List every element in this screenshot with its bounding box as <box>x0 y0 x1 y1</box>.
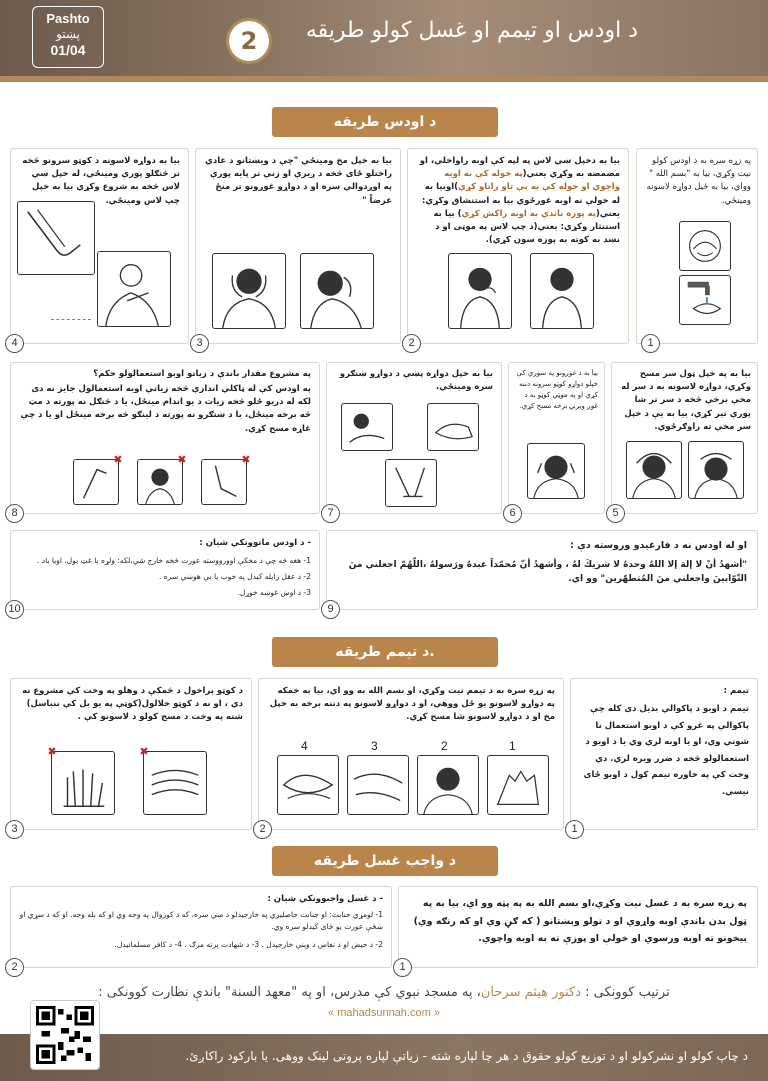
wudu-card-5 <box>611 362 758 519</box>
wudu-card-8-text: په اودس کې له ټاکلي اندازې څخه زیاتې اوبه استعمالول جایز نه دی لکه له دريو ځلو څخه زیات د یو اندام مینځل، یا د څنګل نه پورته د مټ څه برخه مینځل، یا د ښنګرو نه پورته د لینګو څه برخه مینځل او یا د چې غاړه مسح کړي. <box>20 384 311 434</box>
wudu-card-2 <box>407 148 629 349</box>
tayammum-label-2: 2 <box>441 739 448 753</box>
forbidden-x-icon: ✖ <box>113 453 123 466</box>
arm-overwash-illustration <box>73 459 119 505</box>
tayammum-hands-back-illustration <box>277 755 339 815</box>
wudu-card-7 <box>326 362 502 519</box>
step-number: 1 <box>565 820 584 839</box>
ghusl-card-2-title: - د غسل واجبوونکي شيان : <box>267 894 383 904</box>
forbidden-x-icon: ✖ <box>241 453 251 466</box>
forbidden-x-icon: ✖ <box>177 453 187 466</box>
arm-wash-illustration <box>17 201 95 275</box>
language-native: پښتو <box>56 27 80 41</box>
step-number: 3 <box>5 820 24 839</box>
wudu-card-4 <box>10 148 189 349</box>
wudu-card-6 <box>508 362 605 519</box>
footer-bar <box>0 1034 768 1081</box>
tayammum-face-wipe-illustration <box>417 755 479 815</box>
step-number: 2 <box>5 958 24 977</box>
page-title: د اودس او تیمم او غسل کولو طریقه <box>305 18 638 43</box>
wudu-card-10-title: - د اودس ماتوونکي شيان : <box>199 538 311 548</box>
author-credit <box>0 985 768 1000</box>
wudu-card-9-title: او له اودس نه د فارغیدو وروسته دې : <box>570 540 747 551</box>
credit-rest: ، په مسجد نبوي کې مدرس، او په "معهد السنة" باندې نظارت کوونکی : <box>98 985 481 1000</box>
forbidden-x-icon: ✖ <box>139 745 149 758</box>
step-number: 10 <box>5 600 24 619</box>
head-wipe-illustration <box>626 441 682 499</box>
tayammum-card-2 <box>258 678 564 835</box>
step-number: 7 <box>321 504 340 523</box>
arm-wash-person-illustration <box>97 251 171 327</box>
step-number: 4 <box>5 334 24 353</box>
wudu-card-3-text: بیا به خپل مخ ومینځي "چې د ویښتانو د عادي راختلو ځای څخه د ږيرې او زنې تر پايه پورې په اوږدوالي سره او د دواړو غوږونو تر منځ عرضاً " <box>205 156 392 206</box>
footer-rights-text: د چاپ کولو او نشرکولو او د توزیع کولو حقوق د هر چا لپاره شته - زیاتې لپاره پروتی لینک ووهی. یا بارکود راکاږئ. <box>185 1049 748 1063</box>
wudu-card-10-item-3: 3- د اوښ غوښه خوړل. <box>237 588 311 597</box>
section-title-wudu: د اودس طریقه <box>272 107 498 137</box>
ghusl-card-1-text: په زړه سره به د غسل نیت وکړي،او بسم الله به په پټه وو اي، بیا به په ټول بدن باندې اوبه واړوي او د تولو وېښتانو ( که ګڼ وي او که رنګه وي) بیخونو ته اوبه ورسوي او خولې او پوزې ته به اوبه واچوي. <box>413 898 747 945</box>
nose-rinse-illustration <box>448 253 512 329</box>
step-number: 1 <box>641 334 660 353</box>
step-number: 5 <box>606 504 625 523</box>
wudu-card-9 <box>326 530 758 615</box>
step-number: 1 <box>393 958 412 977</box>
face-wash-illustration <box>212 253 286 329</box>
tayammum-card-1-title: تیمم : <box>723 686 749 696</box>
header-banner <box>0 0 768 82</box>
section-title-tayammum: د تیمم طریقه. <box>272 637 498 667</box>
tayammum-label-4: 4 <box>301 739 308 753</box>
wudu-card-5-text: بیا به په خپل ټول سر مسح وکړي، دواړه لاسونه به د سر له مخې برخې څخه د سر تر شا پورې تیر کړي، بیا به يې د خپل سر مخې ته راوګرځوي. <box>621 369 751 432</box>
neck-wipe-illustration <box>137 459 183 505</box>
leg-overwash-illustration <box>201 459 247 505</box>
step-number: 2 <box>253 820 272 839</box>
tayammum-card-1-text: تیمم د اوبو د پاکوالي بدیل دی کله چې پاکوالې په غرو کې د اوبو استعمال نا شوني وي، او یا اوبه لري وي یا د اوبو د استعمالولو څخه د ضرر ویره لري. دي وخت کې په خاوره تیمم کول د اوبو ځای نیسي. <box>583 704 749 797</box>
foot-wash-illustration-2 <box>427 403 479 451</box>
spread-fingers-illustration <box>51 751 115 815</box>
credit-name: دکتور هیثم سرحان <box>480 985 581 1000</box>
tayammum-card-2-text: په زړه سره به د تیمم نیت وکړي، او بسم الله به وو اي، بیا به خمکه په دواړو لاسونو یو ځل ووهي، او د دواړو لاسونو په دننه برخه به خپل مخ او د دواړو لاسونو شا مسح کړي. <box>269 686 555 723</box>
tayammum-strike-ground-illustration <box>487 755 549 815</box>
tayammum-label-1: 1 <box>509 739 516 753</box>
tayammum-card-3-text: د کوټو پراخول د څمکې د وهلو په وخت کې مشروع نه دي ، او نه د کوټو خلالول(کوټې په یو بل کې ننباسل) شنه په وخت د مسح کولو د لاسونو کې . <box>22 686 243 723</box>
head-wipe-back-illustration <box>688 441 744 499</box>
wudu-card-7-text: بیا به خپل دواړه پښې د دواړو ښنګرو سره ومینځي. <box>339 369 493 393</box>
forbidden-x-icon: ✖ <box>47 745 57 758</box>
lesson-number: 2 <box>226 18 272 64</box>
language-english: Pashto <box>46 11 90 26</box>
wudu-card-3 <box>195 148 401 349</box>
ghusl-card-2-item-2: 2- د حیض او د نفاس د وینې خارجیدل . 3- د شهادت پرته مرګ . 4- د کافر مسلمانيدل. <box>114 940 383 949</box>
credit-prefix: ترتیب کوونکی : <box>585 985 670 1000</box>
wudu-card-9-text: "أشهدُ أنْ لا إلهَ إلا اللهُ وحدهُ لا شريكَ لهُ ، وأشهدُ أنّ مُحمّداً عبدهُ ورَسولهُ ،اللّهُمّ اجعلني منَ التّوّابينَ واجعلني منَ المُتطهّرين" وو اي. <box>348 560 747 584</box>
wudu-card-4-text: بیا به دواړه لاسونه د کوټو سرونو څخه تر څنګلو پورې ومينځي، له خپل ښي لاس څخه به شروع وکړي بیا به خپل چپ لاس ومینځي. <box>22 156 180 206</box>
wash-hands-illustration <box>679 221 731 271</box>
step-number: 3 <box>190 334 209 353</box>
ghusl-card-2 <box>10 886 392 973</box>
section-title-ghusl: د واجب غسل طریقه <box>272 846 498 876</box>
foot-wash-illustration-3 <box>385 459 437 507</box>
tayammum-label-3: 3 <box>371 739 378 753</box>
wudu-card-10-item-1: 1- هغه څه چې د مخکې اوورووسته عورت څخه خارج شي،لکه: ولړه یا غټ بول، اويا باد . <box>37 556 311 565</box>
step-number: 2 <box>402 334 421 353</box>
ear-wipe-illustration <box>527 443 585 499</box>
language-badge <box>32 6 104 68</box>
mouth-rinse-illustration <box>530 253 594 329</box>
step-number: 9 <box>321 600 340 619</box>
wudu-card-8-title: په مشروع مقدار باندې د زیاتو اوبو استعمالولو حکم؟ <box>93 369 311 379</box>
ghusl-card-1 <box>398 886 758 973</box>
wudu-card-1-text: په زړه سره به د اودس کولو نیت وکړي، بیا به "بسم الله " وواي، بیا به ځیل دواړه لاسونه ومينځي. <box>646 156 751 206</box>
face-wash-side-illustration <box>300 253 374 329</box>
wudu-card-6-text: بیا به د غوږونو په سوري کې خپلو دواړو کوټو سرونه دننه کړي او په موټي کوټو به د غوږ وبرنۍ برخه مسح کړي. <box>516 369 598 410</box>
wudu-card-10-item-2: 2- د عقل زايله كيدل په خوب يا بې هوښي سره . <box>158 572 311 581</box>
dashed-arrow <box>51 319 91 320</box>
step-number: 6 <box>503 504 522 523</box>
tayammum-card-1 <box>570 678 758 835</box>
wudu-card-1 <box>636 148 758 349</box>
wudu-card-8 <box>10 362 320 519</box>
interlace-fingers-illustration <box>143 751 207 815</box>
tayammum-card-3 <box>10 678 252 835</box>
foot-wash-illustration-1 <box>341 403 393 451</box>
step-number: 8 <box>5 504 24 523</box>
tap-water-illustration <box>679 275 731 325</box>
wudu-card-2-text: بیا به دخپل ښي لاس په لپه کې اوبه راواخلي، او مضمضه به وکړي يعني(په خوله کې به اوبه واچوي او خوله کې به يې تاو راتاو کړي)اوبیا به له خولې نه اوبه غورځوي بیا به استنشاق وکړي: يعني(په پوزه باندې به اوبه راکش کړي) بیا به استنثار وکړي: يعني(د چپ لاس په موټی او د نښد به کوته به پوزه سون کړي). <box>419 156 620 246</box>
website-link[interactable]: « mahadsunnah.com » <box>328 1007 440 1019</box>
wudu-card-10 <box>8 530 320 615</box>
page-number: 01/04 <box>50 42 86 58</box>
qr-code-icon[interactable] <box>30 1000 100 1070</box>
ghusl-card-2-item-1: 1- لومړي جنابت: او جنابت حاصلیږي په خارجیدلو د مني سره، که د کوزوال په وجه وي او که بله وجه. او که د سړي او ښځې عورت یو ځای کیدلو سره وي. <box>19 910 383 931</box>
tayammum-hand-wipe-illustration <box>347 755 409 815</box>
